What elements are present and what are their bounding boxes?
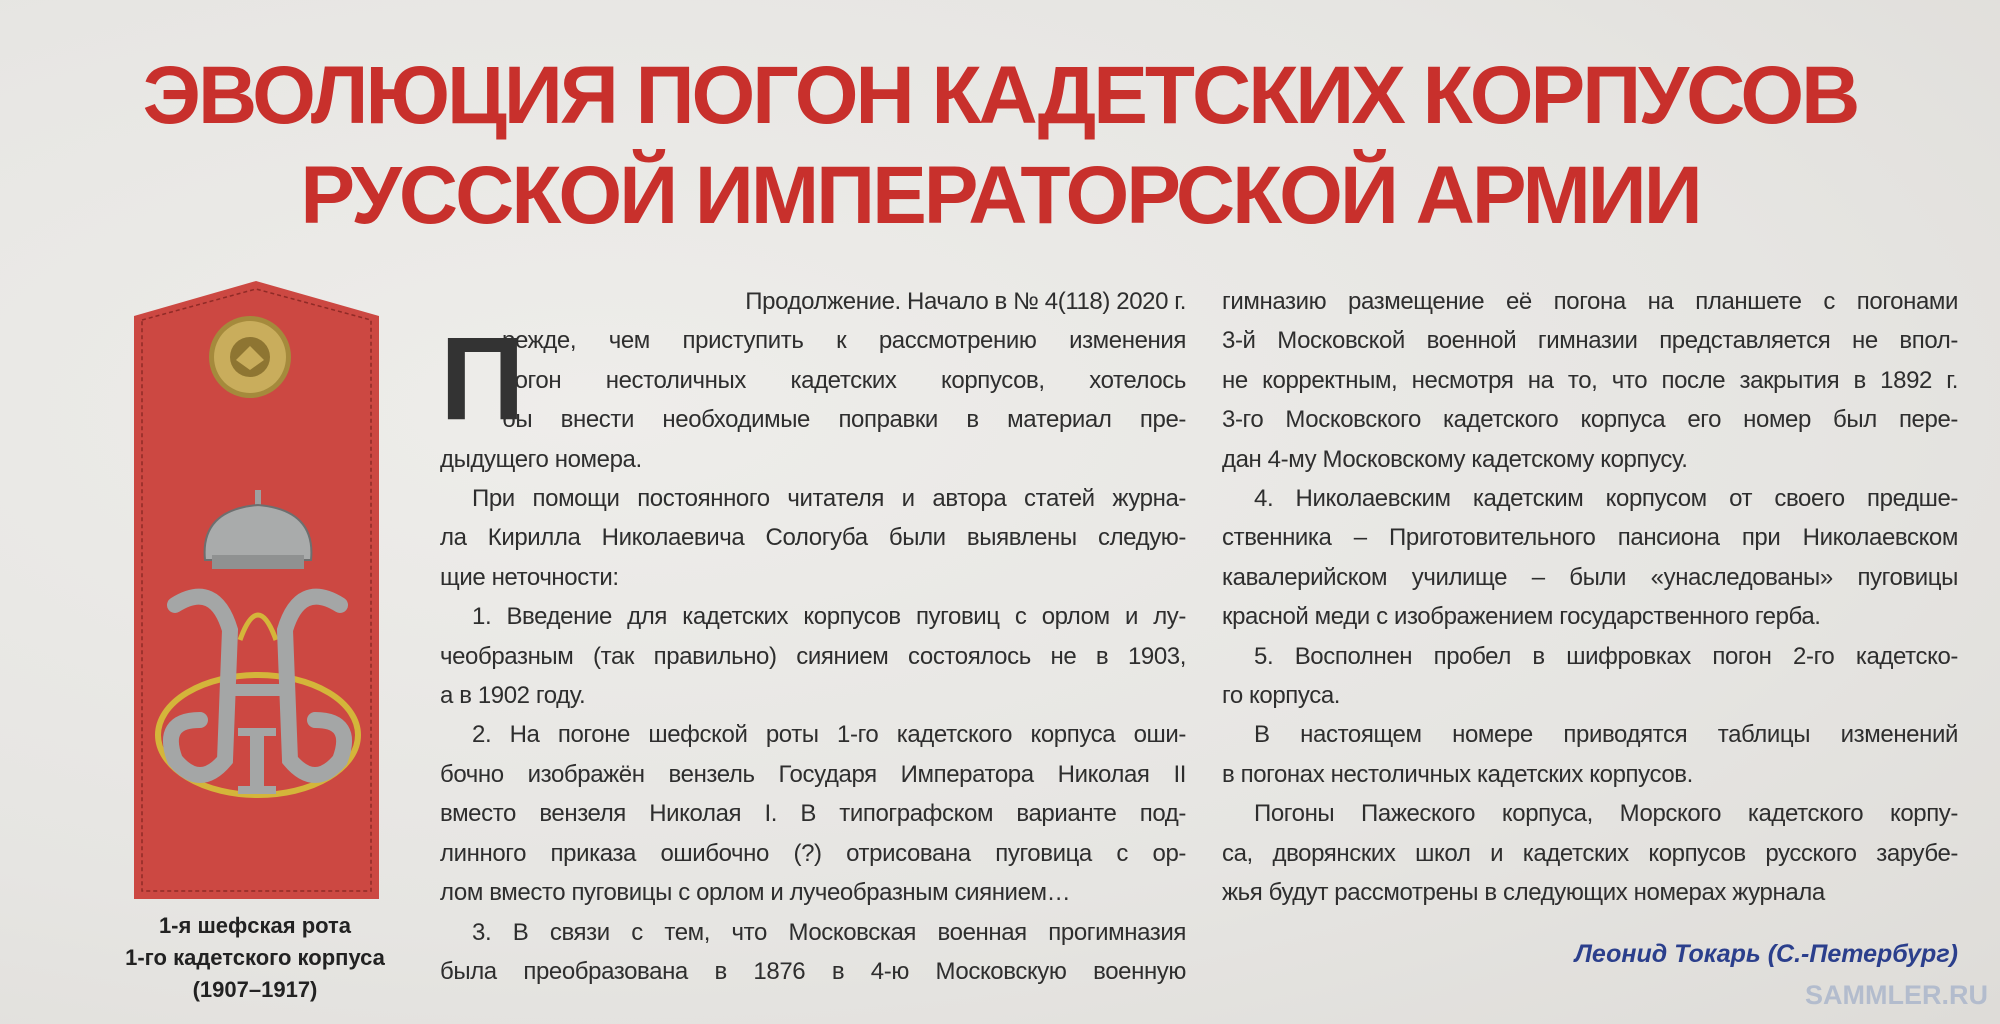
paragraph-line: не корректным, несмотря на то, что после закрытия в 1892 г. [1222, 366, 1958, 394]
author-byline: Леонид Токарь (С.-Петербург) [1574, 940, 1958, 968]
button-icon [209, 316, 291, 398]
paragraph-line: В настоящем номере приводятся таблицы изменений [1254, 721, 1958, 749]
paragraph-line: дыдущего номера. [440, 445, 642, 473]
paragraph-line: жья будут рассмотрены в следующих номерах журнала [1222, 879, 1825, 907]
paragraph-line: го корпуса. [1222, 682, 1341, 710]
paragraph-line: режде, чем приступить к рассмотрению изменения [502, 327, 1186, 355]
title-text: РУССКОЙ ИМПЕРАТОРСКОЙ АРМИИ [300, 150, 1700, 241]
paragraph-line: погон нестоличных кадетских корпусов, хотелось [502, 366, 1186, 394]
paragraph-line: красной меди с изображением государственного герба. [1222, 603, 1821, 631]
caption-line: 1-го кадетского корпуса [125, 945, 385, 970]
paragraph-line: 3-й Московской военной гимназии представляется не впол- [1222, 327, 1958, 355]
paragraph-line: бочно изображён вензель Государя Императора Николая II [440, 760, 1186, 788]
caption-line: (1907–1917) [192, 977, 318, 1002]
paragraph-line: 1. Введение для кадетских корпусов пуговиц с орлом и лу- [472, 603, 1186, 631]
paragraph-line: ственника – Приготовительного пансиона при Николаевском [1222, 524, 1958, 552]
article-column-2 [1222, 282, 1958, 913]
paragraph-line: 3-го Московского кадетского корпуса его номер был пере- [1222, 406, 1958, 434]
paragraph-line: лом вместо пуговицы с орлом и лучеобразным сиянием… [440, 879, 1071, 907]
title-text: ЭВОЛЮЦИЯ ПОГОН КАДЕТСКИХ КОРПУСОВ [142, 50, 1858, 141]
paragraph-line: 2. На погоне шефской роты 1-го кадетского корпуса оши- [472, 721, 1186, 749]
figure-caption [105, 910, 405, 1006]
paragraph-line: При помощи постоянного читателя и автора статей журна- [472, 485, 1186, 513]
paragraph-line: гимназию размещение её погона на планшете с погонами [1222, 288, 1958, 315]
paragraph-line: в погонах нестоличных кадетских корпусов. [1222, 760, 1693, 788]
epaulette-illustration [0, 0, 420, 910]
caption-line: 1-я шефская рота [158, 913, 352, 938]
paragraph-line: чеобразным (так правильно) сиянием состоялось не в 1903, [440, 642, 1186, 670]
paragraph-line: 3. В связи с тем, что Московская военная прогимназия [472, 918, 1186, 946]
watermark: SAMMLER.RU [1805, 980, 1988, 1010]
drop-cap: П [440, 313, 525, 445]
paragraph-line: са, дворянских школ и кадетских корпусов русского зарубе- [1222, 839, 1958, 867]
paragraph-line: 5. Восполнен пробел в шифровках погон 2-го кадетско- [1254, 642, 1958, 670]
paragraph-line: дан 4-му Московскому кадетскому корпусу. [1222, 445, 1688, 473]
paragraph-line: кавалерийском училище – были «унаследованы» пуговицы [1222, 563, 1958, 591]
paragraph-line: Погоны Пажеского корпуса, Морского кадетского корпу- [1254, 800, 1958, 828]
paragraph-line: была преобразована в 1876 в 4-ю Московскую военную [440, 957, 1186, 985]
paragraph-line: а в 1902 году. [440, 682, 586, 710]
paragraph-line: вместо вензеля Николая I. В типографском варианте под- [440, 800, 1186, 828]
paragraph-line: щие неточности: [440, 563, 619, 591]
paragraph-line: 4. Николаевским кадетским корпусом от своего предше- [1254, 485, 1958, 513]
paragraph-line: линного приказа ошибочно (?) отрисована пуговица с ор- [440, 839, 1186, 867]
continuation-note: Продолжение. Начало в № 4(118) 2020 г. [745, 288, 1186, 315]
paragraph-line: бы внести необходимые поправки в материал пре- [502, 406, 1186, 434]
paragraph-line: ла Кирилла Николаевича Сологуба были выявлены следую- [440, 524, 1186, 552]
article-column-1 [440, 282, 1186, 991]
